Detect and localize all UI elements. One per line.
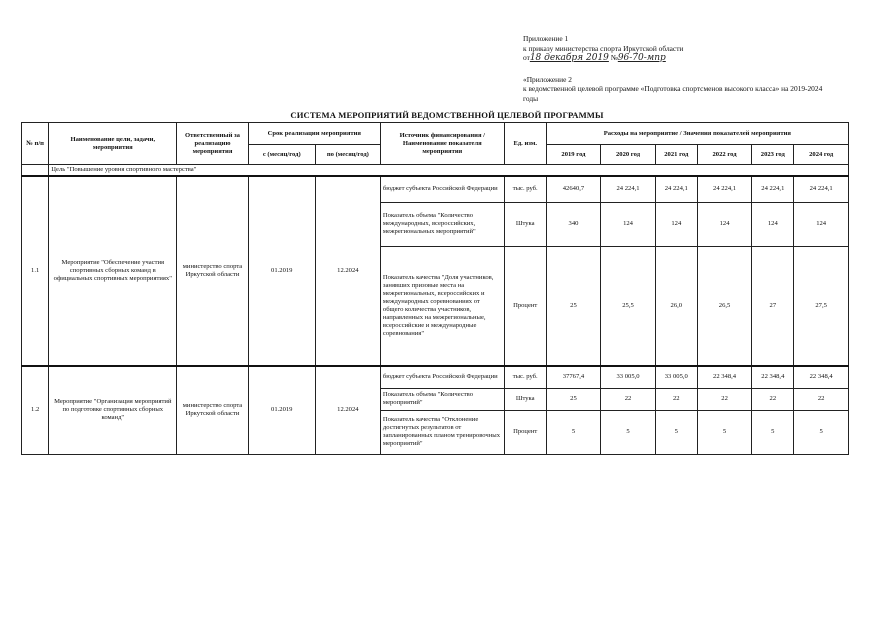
row-value: 24 224,1: [794, 176, 849, 202]
row-source: бюджет субъекта Российской Федерации: [380, 176, 504, 202]
col-responsible-header: Ответственный за реализацию мероприятия: [177, 123, 248, 165]
row-value: 124: [655, 202, 697, 246]
measure-name: Мероприятие "Обеспечение участия спортивных сборных команд в официальных спортивных мероприятиях": [49, 176, 177, 366]
row-value: 22: [655, 388, 697, 410]
order-date-handwritten: 18 декабря 2019: [529, 53, 609, 64]
row-value: 22 348,4: [752, 366, 794, 388]
col-to-header: по (месяц/год): [315, 145, 380, 165]
appendix-header: [523, 34, 853, 104]
row-value: 42640,7: [546, 176, 601, 202]
row-value: 24 224,1: [601, 176, 656, 202]
measure-responsible: министерство спорта Иркутской области: [177, 366, 248, 454]
row-value: 5: [601, 410, 656, 454]
row-value: 25: [546, 246, 601, 366]
col-unit-header: Ед. изм.: [504, 123, 546, 165]
row-value: 124: [794, 202, 849, 246]
row-unit: Штука: [504, 388, 546, 410]
year-header: 2020 год: [601, 145, 656, 165]
row-value: 33 005,0: [601, 366, 656, 388]
row-value: 22: [752, 388, 794, 410]
measures-table: [21, 122, 849, 455]
appendix-line: Приложение 1: [523, 34, 569, 43]
row-source: Показатель качества "Отклонение достигнутых результатов от запланированных планом тренировочных мероприятий": [380, 410, 504, 454]
appendix-line: «Приложение 2: [523, 74, 572, 84]
measure-from: 01.2019: [248, 366, 315, 454]
row-value: 5: [655, 410, 697, 454]
measure-from: 01.2019: [248, 176, 315, 366]
col-name-header: Наименование цели, задачи, мероприятия: [49, 123, 177, 165]
measure-responsible: министерство спорта Иркутской области: [177, 176, 248, 366]
goal-num-cell: [22, 165, 49, 177]
row-value: 33 005,0: [655, 366, 697, 388]
measure-num: 1.1: [22, 176, 49, 366]
row-value: 22: [794, 388, 849, 410]
row-unit: тыс. руб.: [504, 366, 546, 388]
document-title: СИСТЕМА МЕРОПРИЯТИЙ ВЕДОМСТВЕННОЙ ЦЕЛЕВОЙ ПРОГРАММЫ: [290, 110, 604, 120]
row-value: 22: [601, 388, 656, 410]
col-source-header: Источник финансирования / Наименование показателя мероприятия: [380, 123, 504, 165]
row-value: 124: [601, 202, 656, 246]
col-from-header: с (месяц/год): [248, 145, 315, 165]
appendix-line: к ведомственной целевой программе «Подготовка спортсменов высокого класса» на 2019-2024: [523, 84, 823, 94]
year-header: 2024 год: [794, 145, 849, 165]
measure-name: Мероприятие "Организация мероприятий по подготовке спортивных сборных команд": [49, 366, 177, 454]
row-value: 25,5: [601, 246, 656, 366]
row-value: 22 348,4: [794, 366, 849, 388]
order-prefix: от: [523, 53, 530, 63]
row-value: 22: [697, 388, 752, 410]
row-value: 24 224,1: [697, 176, 752, 202]
appendix-line: к приказу министерства спорта Иркутской области: [523, 43, 684, 53]
row-value: 5: [697, 410, 752, 454]
measure-num: 1.2: [22, 366, 49, 454]
year-header: 2023 год: [752, 145, 794, 165]
goal-row: Цель "Повышение уровня спортивного мастерства": [49, 165, 849, 177]
row-value: 5: [794, 410, 849, 454]
order-no-label: №: [610, 53, 618, 63]
row-value: 124: [697, 202, 752, 246]
year-header: 2019 год: [546, 145, 601, 165]
col-expenses-header: Расходы на мероприятие / Значения показателей мероприятия: [546, 123, 848, 145]
measure-to: 12.2024: [315, 366, 380, 454]
row-value: 25: [546, 388, 601, 410]
measure-to: 12.2024: [315, 176, 380, 366]
row-source: Показатель качества "Доля участников, занявших призовые места на межрегиональных, всероссийских и международных соревнованиях от общего количества участников, направленных на межрегиональные, всероссийские и международные соревнования": [380, 246, 504, 366]
row-value: 37767,4: [546, 366, 601, 388]
row-value: 124: [752, 202, 794, 246]
row-unit: Процент: [504, 246, 546, 366]
order-number-handwritten: 96-70-мпр: [617, 53, 666, 64]
year-header: 2021 год: [655, 145, 697, 165]
row-value: 27: [752, 246, 794, 366]
row-unit: тыс. руб.: [504, 176, 546, 202]
col-num-header: № п/п: [22, 123, 49, 165]
row-source: Показатель объема "Количество международных, всероссийских, межрегиональных мероприятий": [380, 202, 504, 246]
row-value: 24 224,1: [752, 176, 794, 202]
row-source: Показатель объема "Количество мероприятий": [380, 388, 504, 410]
row-value: 26,0: [655, 246, 697, 366]
row-unit: Штука: [504, 202, 546, 246]
row-value: 5: [546, 410, 601, 454]
appendix-line: годы: [523, 93, 539, 103]
year-header: 2022 год: [697, 145, 752, 165]
row-value: 22 348,4: [697, 366, 752, 388]
row-value: 340: [546, 202, 601, 246]
row-unit: Процент: [504, 410, 546, 454]
col-period-header: Срок реализации мероприятия: [248, 123, 380, 145]
row-value: 24 224,1: [655, 176, 697, 202]
row-value: 27,5: [794, 246, 849, 366]
row-source: бюджет субъекта Российской Федерации: [380, 366, 504, 388]
row-value: 26,5: [697, 246, 752, 366]
order-date-line: [523, 53, 853, 64]
row-value: 5: [752, 410, 794, 454]
